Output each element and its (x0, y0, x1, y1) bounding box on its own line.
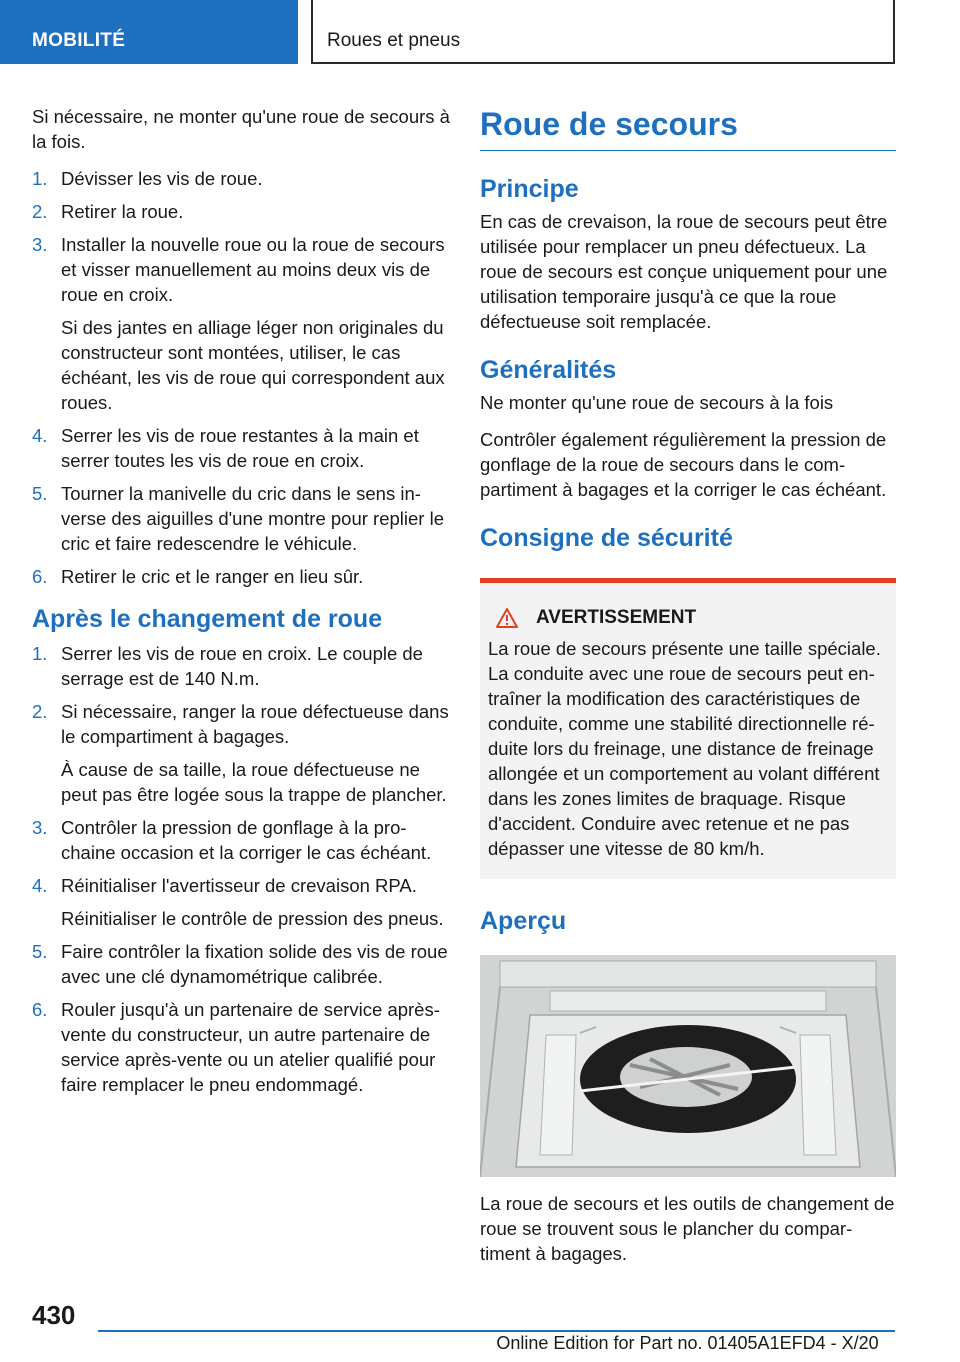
change-steps-list (32, 166, 450, 589)
step-number: 6. (32, 566, 48, 587)
list-item (32, 166, 450, 191)
step-text: Rouler jusqu'à un partenaire de service après-vente du constructeur, un autre partenaire de service après-vente ou un atelier qualifié pour faire remplacer le pneu endommagé. (61, 999, 440, 1095)
step-number: 2. (32, 201, 48, 222)
list-item (32, 699, 450, 807)
general-text: Ne monter qu'une roue de secours à la fois (480, 392, 834, 413)
general-text: Contrôler également régulièrement la pression de gonflage de la roue de secours dans le compartiment à bagages et la corriger le cas échéant. (480, 429, 887, 500)
step-number: 4. (32, 425, 48, 446)
step-number: 5. (32, 941, 48, 962)
step-number: 2. (32, 701, 48, 722)
list-item (32, 641, 450, 691)
warning-box (480, 578, 896, 879)
list-item (32, 423, 450, 473)
safety-heading: Consigne de sécurité (480, 524, 733, 552)
warning-title: AVERTISSEMENT (536, 607, 697, 628)
list-item (32, 815, 450, 865)
step-text: Réinitialiser l'avertisseur de crevaison RPA. (61, 875, 417, 896)
page-title: Roue de secours (480, 104, 896, 151)
step-number: 5. (32, 483, 48, 504)
step-text: Serrer les vis de roue en croix. Le couple de serrage est de 140 N.m. (61, 643, 423, 689)
after-steps-list (32, 641, 450, 1097)
step-number: 4. (32, 875, 48, 896)
warning-text: La roue de secours présente une taille spéciale. La conduite avec une roue de secours peut entraîner la modification des caractéristiques de conduite, comme une stabilité directionnelle réduite lors du freinage, une distance de freinage allongée et un comportement au volant différent dans les zones limites de braquage. Risque d'accident. Conduire avec retenue et ne pas dépasser une vitesse de 80 km/h. (488, 638, 881, 859)
principe-text: En cas de crevaison, la roue de secours peut être utilisée pour remplacer un pneu défectueux. La roue de secours est conçue uniquement pour une utilisation temporaire jusqu'à ce que la roue défectueuse soit remplacée. (480, 211, 888, 332)
step-number: 1. (32, 168, 48, 189)
list-item (32, 564, 450, 589)
step-note: Réinitialiser le contrôle de pression des pneus. (61, 908, 444, 929)
list-item (32, 232, 450, 415)
step-number: 6. (32, 999, 48, 1020)
step-note: À cause de sa taille, la roue défectueuse ne peut pas être logée sous la trappe de plancher. (61, 759, 447, 805)
footer-divider (98, 1330, 895, 1332)
left-column (32, 104, 450, 1107)
step-text: Faire contrôler la fixation solide des vis de roue avec une clé dynamométrique calibrée. (61, 941, 448, 987)
section-tab (0, 0, 298, 64)
list-item (32, 997, 450, 1097)
step-text: Serrer les vis de roue restantes à la main et serrer toutes les vis de roue en croix. (61, 425, 419, 471)
page-number: 430 (32, 1300, 76, 1330)
after-change-heading: Après le changement de roue (32, 605, 383, 633)
section-label: MOBILITÉ (32, 30, 126, 51)
step-number: 3. (32, 817, 48, 838)
general-heading: Généralités (480, 356, 617, 384)
spare-wheel-image (480, 955, 896, 1177)
edition-text: Online Edition for Part no. 01405A1EFD4 - X/20 (496, 1333, 879, 1353)
image-caption: La roue de secours et les outils de changement de roue se trouvent sous le plancher du compartiment à bagages. (480, 1193, 895, 1264)
step-text: Contrôler la pression de gonflage à la prochaine occasion et la corriger le cas échéant. (61, 817, 432, 863)
intro-text: Si nécessaire, ne monter qu'une roue de secours à la fois. (32, 106, 450, 152)
list-item (32, 481, 450, 556)
step-note: Si des jantes en alliage léger non originales du constructeur sont montées, utiliser, le cas échéant, les vis de roue qui correspondent aux roues. (61, 317, 445, 413)
step-text: Retirer la roue. (61, 201, 184, 222)
step-number: 1. (32, 643, 48, 664)
chapter-label: Roues et pneus (327, 30, 461, 51)
step-text: Dévisser les vis de roue. (61, 168, 263, 189)
warning-triangle-icon (496, 608, 518, 628)
list-item (32, 939, 450, 989)
step-text: Si nécessaire, ranger la roue défectueuse dans le compartiment à bagages. (61, 701, 449, 747)
trunk-illustration (480, 955, 896, 1177)
list-item (32, 873, 450, 931)
list-item (32, 199, 450, 224)
warning-header (488, 605, 888, 630)
step-text: Retirer le cric et le ranger en lieu sûr. (61, 566, 364, 587)
chapter-header (311, 0, 895, 64)
step-number: 3. (32, 234, 48, 255)
principe-heading: Principe (480, 175, 579, 203)
step-text: Installer la nouvelle roue ou la roue de secours et visser manuellement au moins deux vis de roue en croix. (61, 234, 445, 305)
right-column (480, 104, 896, 1278)
overview-heading: Aperçu (480, 907, 567, 935)
step-text: Tourner la manivelle du cric dans le sens inverse des aiguilles d'une montre pour replier le cric et faire redescendre le véhicule. (61, 483, 444, 554)
